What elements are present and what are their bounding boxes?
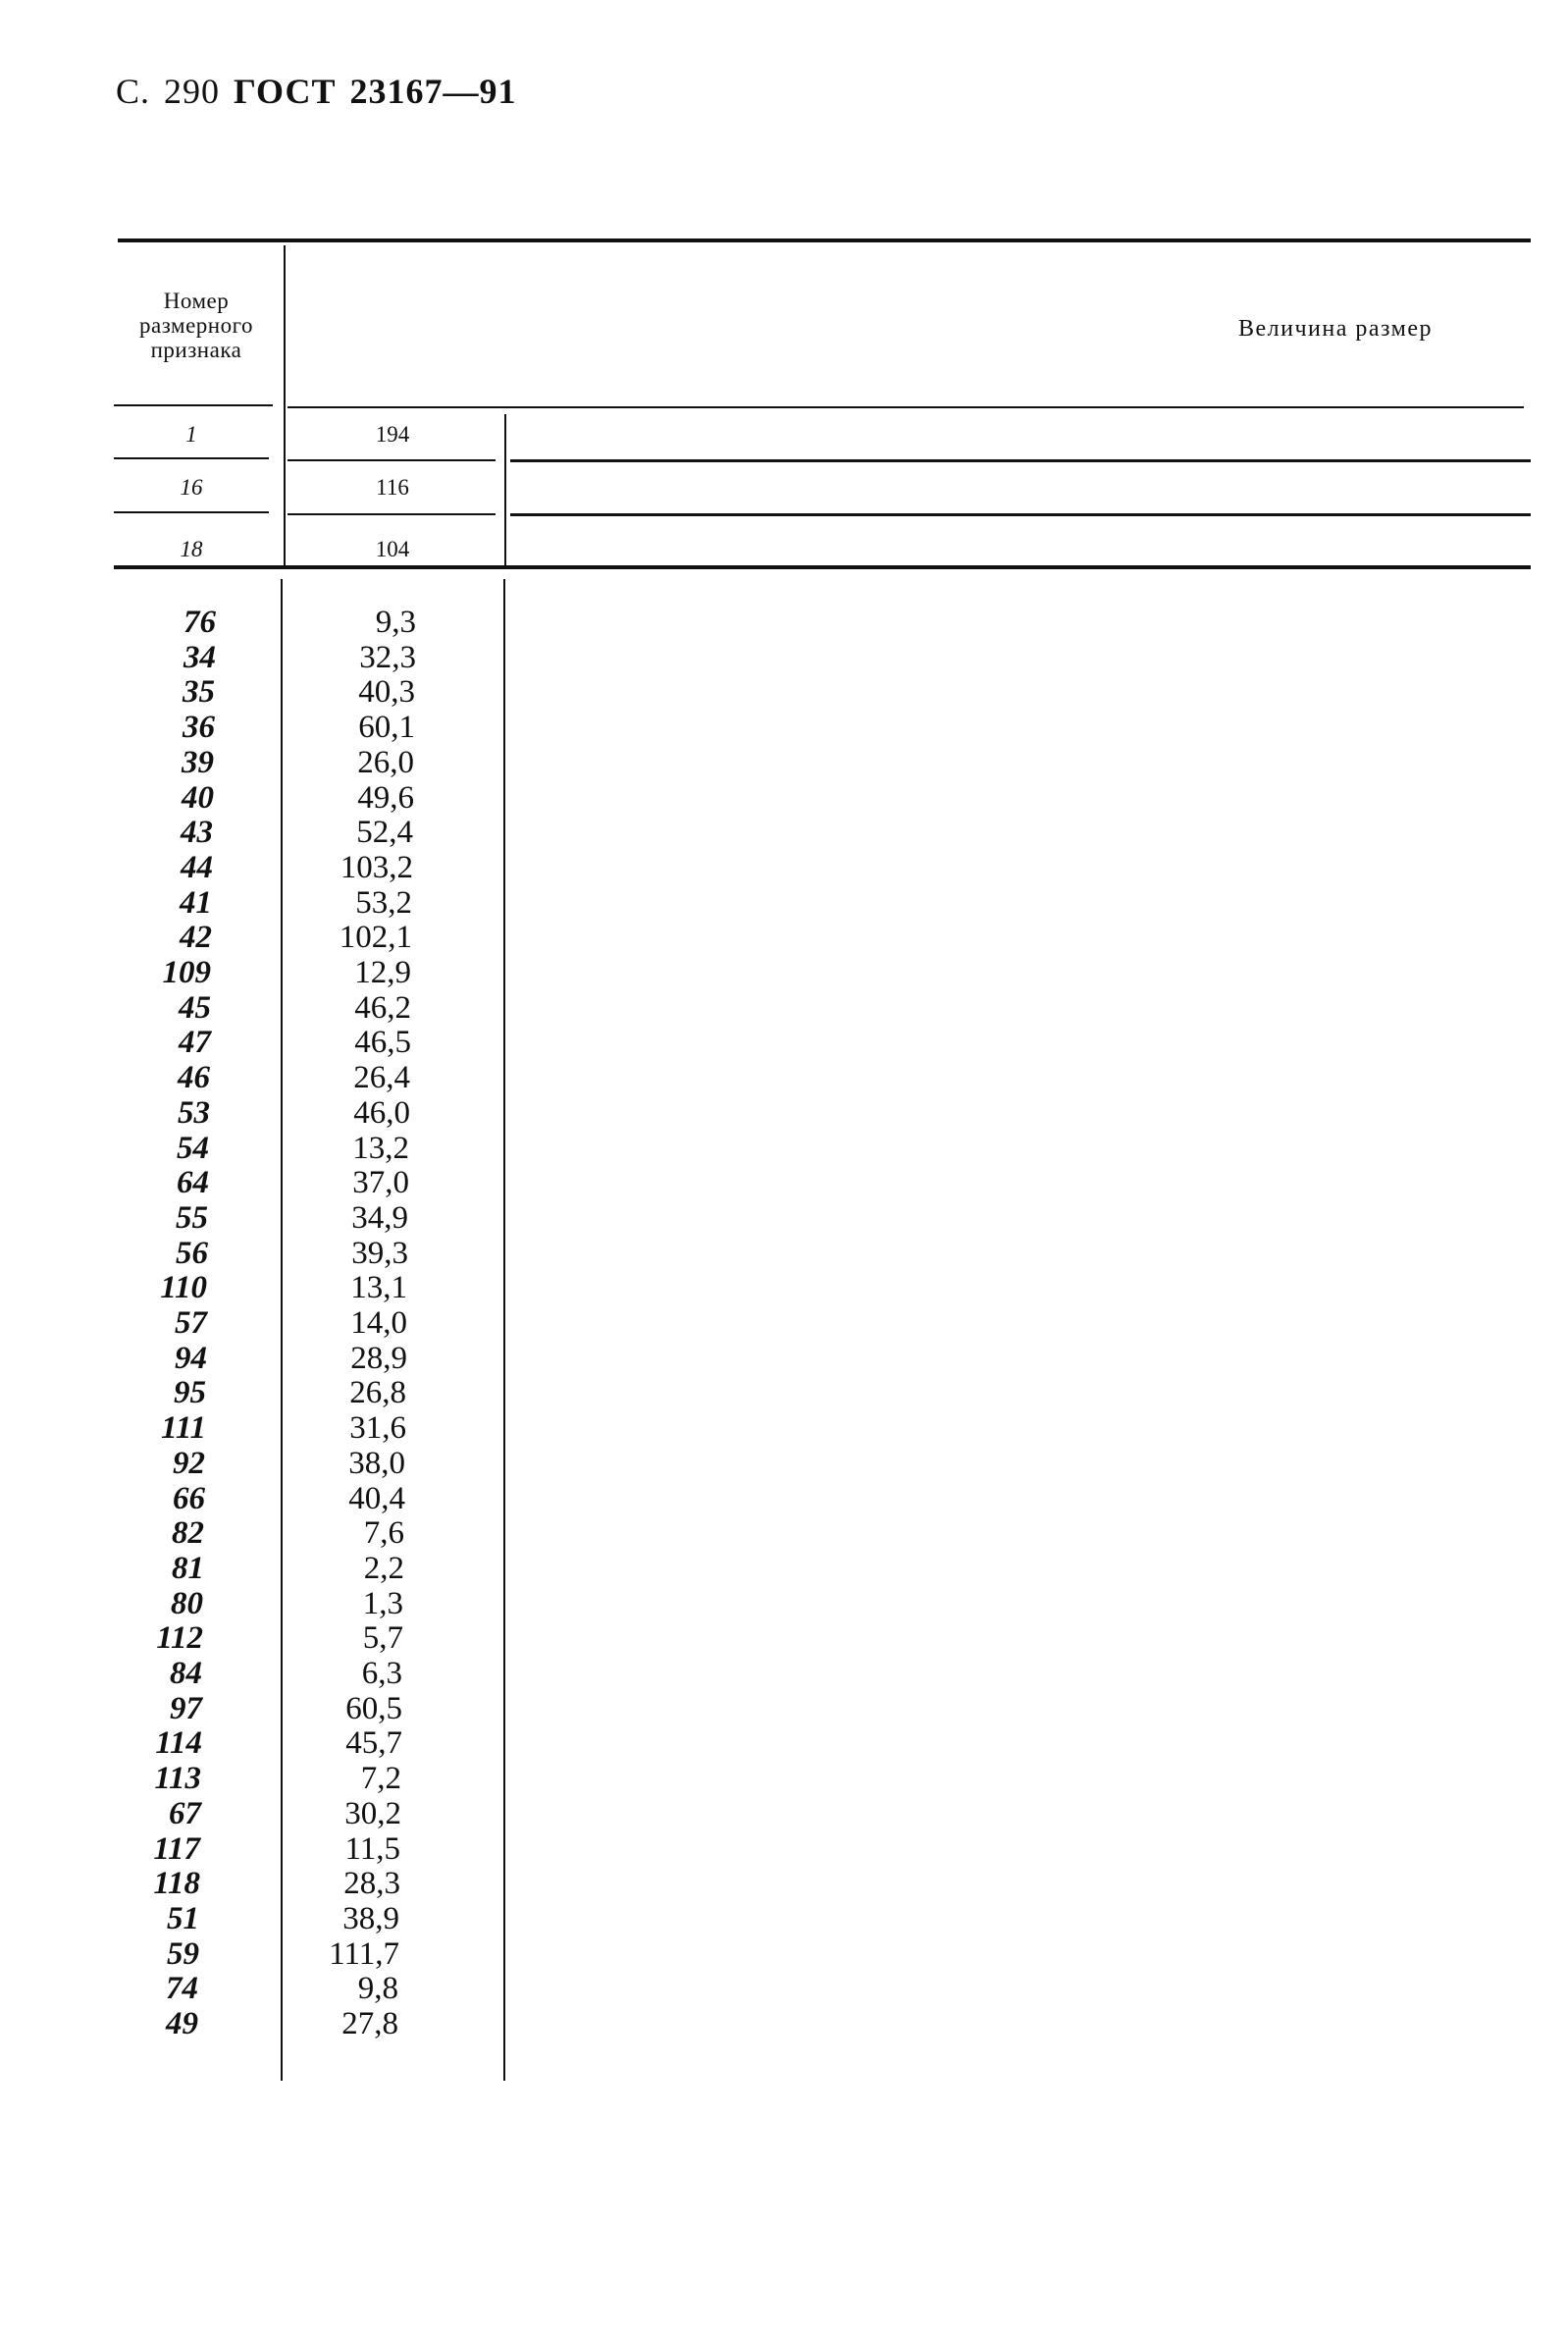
sign-number: 97 xyxy=(170,1690,202,1726)
sign-number: 67 xyxy=(169,1795,201,1831)
size-value: 111,7 xyxy=(329,1935,399,1972)
header-column-divider xyxy=(284,245,286,569)
sign-number: 40 xyxy=(182,779,214,816)
size-value: 11,5 xyxy=(344,1830,400,1867)
size-value: 38,0 xyxy=(348,1445,405,1481)
sign-number: 49 xyxy=(166,2006,198,2041)
row-rule-1-right xyxy=(510,459,1531,462)
table-top-rule xyxy=(118,238,1531,242)
size-value: 28,3 xyxy=(343,1866,400,1902)
size-value: 40,3 xyxy=(358,674,415,711)
size-value: 39,3 xyxy=(351,1235,408,1271)
size-value: 34,9 xyxy=(351,1199,408,1236)
sign-number: 114 xyxy=(155,1725,202,1762)
sign-number: 45 xyxy=(179,989,211,1026)
sign-number: 56 xyxy=(176,1235,208,1271)
header-row xyxy=(0,535,589,564)
size-value: 104 xyxy=(375,537,410,561)
sign-number: 110 xyxy=(160,1270,207,1306)
size-value: 5,7 xyxy=(362,1620,403,1657)
size-value: 52,4 xyxy=(356,815,413,851)
size-value: 45,7 xyxy=(345,1725,402,1762)
size-value: 1,3 xyxy=(362,1585,403,1621)
size-value: 103,2 xyxy=(340,849,413,885)
size-value: 6,3 xyxy=(361,1656,402,1691)
sign-number: 81 xyxy=(172,1550,204,1586)
sign-number: 16 xyxy=(180,475,203,500)
sign-number: 53 xyxy=(178,1094,210,1131)
header-rule-left xyxy=(114,404,273,406)
sign-number: 111 xyxy=(161,1410,206,1447)
sign-number: 51 xyxy=(167,1900,199,1936)
size-value: 7,6 xyxy=(363,1515,404,1552)
size-value: 28,9 xyxy=(350,1340,407,1376)
size-value: 194 xyxy=(375,422,410,447)
sign-number: 112 xyxy=(156,1620,203,1657)
header-row xyxy=(0,420,589,450)
row-rule-2-right xyxy=(510,513,1531,516)
sign-number: 74 xyxy=(166,1971,198,2007)
size-value: 40,4 xyxy=(348,1480,405,1516)
size-value: 49,6 xyxy=(357,779,414,816)
sign-number: 39 xyxy=(182,744,214,780)
sign-number: 113 xyxy=(154,1761,201,1797)
size-value: 12,9 xyxy=(354,955,411,990)
size-value: 27,8 xyxy=(341,2006,398,2041)
size-value: 38,9 xyxy=(342,1900,399,1936)
sign-number: 95 xyxy=(174,1375,206,1411)
sign-number: 55 xyxy=(176,1199,208,1236)
row-rule-2-left xyxy=(114,511,269,513)
standard-number: 23167—91 xyxy=(349,72,517,111)
size-value: 32,3 xyxy=(359,639,416,675)
sign-number: 109 xyxy=(162,955,211,990)
size-value: 46,5 xyxy=(354,1025,411,1061)
size-value: 30,2 xyxy=(344,1795,401,1831)
sign-number: 18 xyxy=(180,537,203,561)
size-value: 60,1 xyxy=(358,710,415,746)
header-rule-right xyxy=(287,406,1524,408)
sign-number: 118 xyxy=(153,1866,200,1902)
size-value: 13,1 xyxy=(350,1270,407,1306)
sign-number: 92 xyxy=(173,1445,205,1481)
sign-number: 59 xyxy=(167,1935,199,1972)
sign-number: 34 xyxy=(183,639,216,675)
sign-number: 54 xyxy=(177,1130,209,1166)
header-bottom-rule xyxy=(114,565,1531,569)
size-value-column-header: Величина размер xyxy=(1238,316,1434,342)
size-value: 26,4 xyxy=(353,1060,410,1096)
sign-number: 66 xyxy=(173,1480,205,1516)
sign-number: 1 xyxy=(185,422,197,447)
size-value: 26,8 xyxy=(349,1375,406,1411)
sign-number: 117 xyxy=(153,1830,200,1867)
page-header xyxy=(116,71,530,112)
sign-number: 41 xyxy=(180,884,212,921)
sign-number: 80 xyxy=(171,1585,203,1621)
standard-label: ГОСТ xyxy=(234,72,337,111)
size-value: 13,2 xyxy=(352,1130,409,1166)
size-value: 46,2 xyxy=(354,989,411,1026)
size-value: 9,3 xyxy=(375,605,416,640)
sign-number: 47 xyxy=(179,1025,211,1061)
size-value: 102,1 xyxy=(339,920,412,956)
size-value: 53,2 xyxy=(355,884,412,921)
sign-number: 35 xyxy=(183,674,215,711)
sign-number: 94 xyxy=(175,1340,207,1376)
sign-number: 76 xyxy=(183,605,216,640)
sign-number: 84 xyxy=(170,1656,202,1691)
size-value: 26,0 xyxy=(357,744,414,780)
page-label: С. xyxy=(116,72,151,111)
size-value: 46,0 xyxy=(353,1094,410,1131)
size-value: 14,0 xyxy=(350,1305,407,1341)
size-value: 7,2 xyxy=(360,1761,401,1797)
sign-number: 57 xyxy=(175,1305,207,1341)
row-rule-2-mid xyxy=(287,513,496,515)
sign-number: 42 xyxy=(180,920,212,956)
sign-number: 82 xyxy=(172,1515,204,1552)
size-value: 60,5 xyxy=(345,1690,402,1726)
header-row xyxy=(0,473,589,503)
size-value: 116 xyxy=(376,475,409,500)
sign-number: 44 xyxy=(181,849,213,885)
size-value: 31,6 xyxy=(349,1410,406,1447)
sign-number: 64 xyxy=(177,1165,209,1201)
sign-number-column-header: Номер размерного признака xyxy=(139,289,253,362)
size-value: 2,2 xyxy=(363,1550,404,1586)
page-number: 290 xyxy=(164,72,221,111)
sign-number: 46 xyxy=(178,1060,210,1096)
sign-number: 36 xyxy=(183,710,215,746)
row-rule-1-left xyxy=(114,457,269,459)
row-rule-1-mid xyxy=(287,459,496,461)
size-value: 37,0 xyxy=(352,1165,409,1201)
sign-number: 43 xyxy=(181,815,213,851)
body-column-divider-right xyxy=(503,579,505,2081)
size-value: 9,8 xyxy=(357,1971,398,2007)
